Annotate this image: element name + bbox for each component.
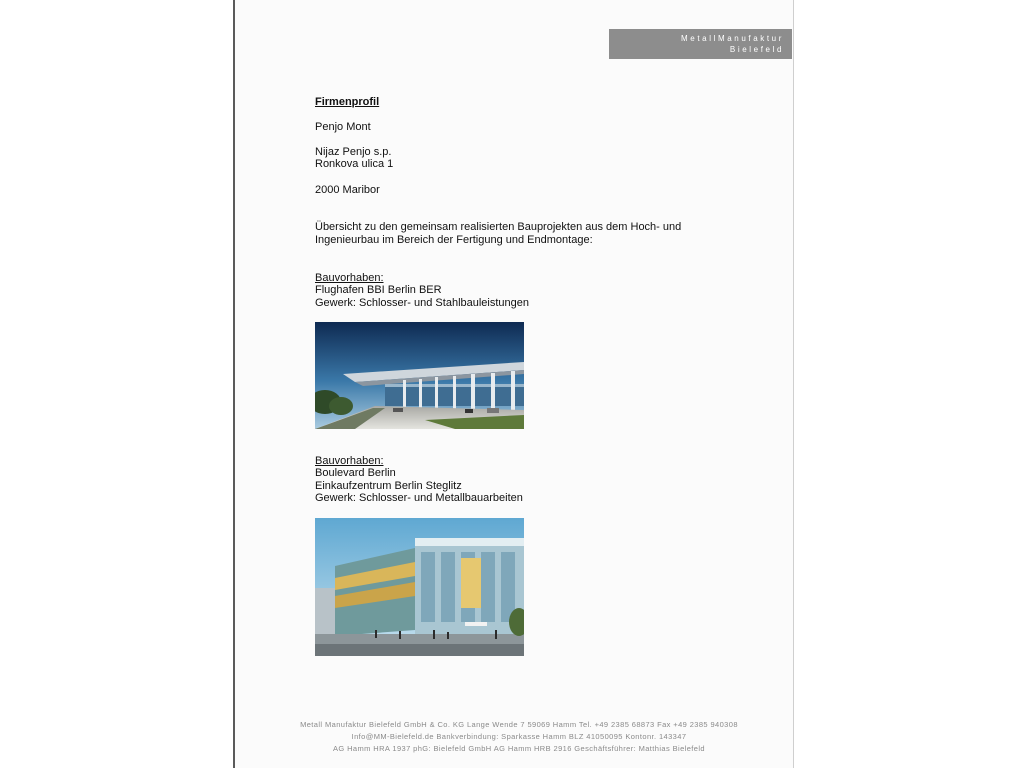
project-2-subtitle: Einkaufzentrum Berlin Steglitz: [315, 480, 462, 492]
project-1-title: Flughafen BBI Berlin BER: [315, 284, 442, 296]
company-city: 2000 Maribor: [315, 184, 380, 196]
footer-line-1: Metall Manufaktur Bielefeld GmbH & Co. KG Lange Wende 7 59069 Hamm Tel. +49 2385 68873 Fax +49 2385 940308: [300, 720, 738, 729]
footer-line-2: Info@MM-Bielefeld.de Bankverbindung: Sparkasse Hamm BLZ 41050095 Kontonr. 143347: [351, 732, 687, 741]
company-street: Ronkova ulica 1: [315, 158, 394, 170]
project-2-title: Boulevard Berlin: [315, 467, 396, 479]
logo-line-1: MetallManufaktur: [681, 34, 784, 43]
document-page: [233, 0, 794, 768]
project-2-trade: Gewerk: Schlosser- und Metallbauarbeiten: [315, 492, 523, 504]
company-owner: Nijaz Penjo s.p.: [315, 146, 392, 158]
logo-line-2: Bielefeld: [729, 45, 784, 54]
project-1-trade: Gewerk: Schlosser- und Stahlbauleistungen: [315, 297, 530, 309]
boulevard-photo: [315, 518, 524, 656]
intro-line-1: Übersicht zu den gemeinsam realisierten Bauprojekten aus dem Hoch- und: [315, 221, 682, 233]
project-1-label: Bauvorhaben:: [315, 272, 384, 284]
airport-photo: [315, 322, 524, 429]
project-2-label: Bauvorhaben:: [315, 455, 384, 467]
company-name: Penjo Mont: [315, 121, 371, 133]
page-footer: [235, 719, 793, 755]
intro-line-2: Ingenieurbau im Bereich der Fertigung und Endmontage:: [315, 234, 593, 246]
company-logo: [609, 29, 792, 59]
footer-line-3: AG Hamm HRA 1937 phG: Bielefeld GmbH AG Hamm HRB 2916 Geschäftsführer: Matthias Bielefeld: [333, 744, 705, 753]
page-heading: Firmenprofil: [315, 96, 380, 108]
